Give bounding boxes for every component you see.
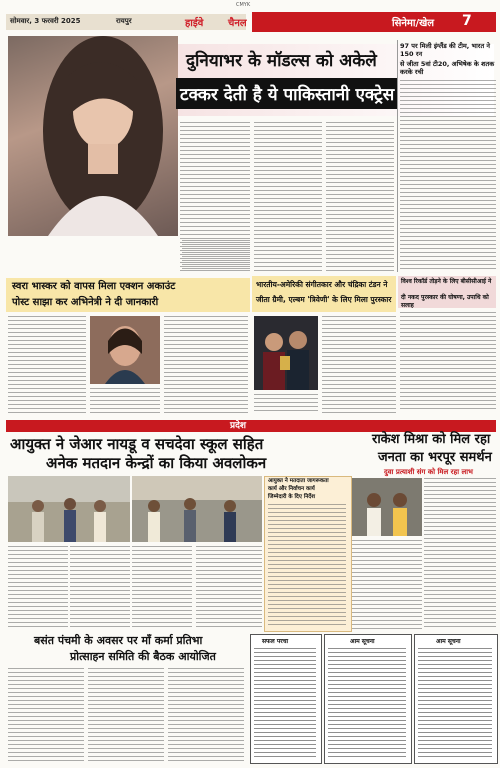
notice-title-2: आम सूचना [350, 638, 375, 645]
grammy-body [322, 316, 396, 414]
header-left-tag: हाईवे [185, 18, 204, 29]
rakesh-subhead: दुवा प्रत्याशी संग को मिल रहा लाभ [384, 468, 473, 476]
rakesh-headline-1: राकेश मिश्रा को मिल रहा [372, 432, 491, 447]
lead-body-text-3 [326, 122, 394, 272]
naidu-photo-2 [132, 476, 262, 542]
commissioner-headline-1: आयुक्त ने मतदाता जागरूकता [268, 478, 329, 484]
cricket-headline-1: 97 पर मिली इंग्लैंड की टीम, भारत ने 150 रन [400, 42, 491, 58]
record-headline-2: दी नकद पुरस्कार की घोषणा, उपाधि को सलाह [401, 294, 489, 309]
naidu-headline-2: अनेक मतदान केन्द्रों का किया अवलोकन [46, 454, 267, 472]
header-right-tag: चैनल [228, 18, 247, 29]
commissioner-headline-3: जिम्मेदारी के दिए निर्देश [268, 494, 315, 500]
notice-body-3 [418, 648, 492, 758]
rakesh-body-2 [352, 540, 422, 630]
state-section-bar [6, 420, 496, 432]
basant-headline-1: बसंत पंचमी के अवसर पर माँ कर्मा प्रतिभा [34, 634, 203, 647]
lead-body-text-2 [254, 122, 322, 272]
swara-photo [90, 316, 160, 384]
naidu-photo-1 [8, 476, 130, 542]
record-headline-1: विश्व रिकॉर्ड तोड़ने के लिए बीसीसीआई ने [401, 278, 492, 285]
cricket-headline-2: से जीता 5वां टी20, अभिषेक के शतक करके रची [400, 60, 495, 76]
lead-headline-2: टक्कर देती है ये पाकिस्तानी एक्ट्रेस [176, 78, 398, 109]
swara-body-2 [164, 316, 248, 414]
section-bar [252, 12, 496, 32]
lead-photo [8, 36, 178, 236]
notice-title-1: सफल परचा [262, 638, 289, 645]
swara-body-3 [90, 388, 160, 414]
lead-headline-1: दुनियाभर के मॉडल्स को अकेले [186, 51, 377, 71]
rakesh-headline-2: जनता का भरपूर समर्थन [378, 450, 492, 465]
rakesh-body [424, 478, 496, 628]
cricket-body [400, 80, 496, 270]
section-title: सिनेमा/खेल [392, 18, 435, 29]
record-body [400, 312, 496, 410]
lead-body-text-4 [182, 240, 250, 272]
basant-headline-2: प्रोत्साहन समिति की बैठक आयोजित [70, 650, 216, 663]
header-date: सोमवार, 3 फरवरी 2025 [10, 17, 81, 25]
header-city: रायपुर [116, 17, 132, 25]
notice-body-1 [254, 648, 316, 758]
naidu-body-4 [196, 546, 262, 630]
naidu-body [8, 546, 68, 630]
swara-headline-1: स्वरा भास्कर को वापस मिला एक्शन अकाउंट [12, 281, 176, 292]
basant-body-2 [88, 668, 164, 762]
commissioner-headline-2: कार्य और निर्वाचन कार्य [268, 486, 315, 492]
grammy-headline-1: भारतीय-अमेरिकी संगीतकार और चंद्रिका टंडन ने [256, 280, 388, 289]
commissioner-body [268, 504, 346, 626]
naidu-headline-1: आयुक्त ने जेआर नायडू व सचदेवा स्कूल सहित [10, 435, 264, 453]
basant-body [8, 668, 84, 762]
notice-body-2 [328, 648, 406, 758]
grammy-headline-2: जीता ग्रैमी, एल्बम 'त्रिवेणी' के लिए मिला पुरस्कार [256, 295, 392, 304]
notice-title-3: आम सूचना [436, 638, 461, 645]
grammy-photo [254, 316, 318, 390]
rakesh-photo [352, 478, 422, 536]
state-section-label: प्रदेश [230, 421, 247, 431]
naidu-body-2 [70, 546, 130, 630]
actress-illustration [8, 36, 178, 236]
page-number: 7 [462, 13, 472, 29]
logo-cmyk: CMYK [236, 2, 251, 8]
column-divider [397, 40, 398, 272]
naidu-body-3 [132, 546, 192, 630]
basant-body-3 [168, 668, 244, 762]
grammy-body-2 [254, 394, 318, 414]
swara-headline-2: पोस्ट साझा कर अभिनेत्री ने दी जानकारी [12, 297, 159, 308]
swara-body [8, 316, 86, 414]
